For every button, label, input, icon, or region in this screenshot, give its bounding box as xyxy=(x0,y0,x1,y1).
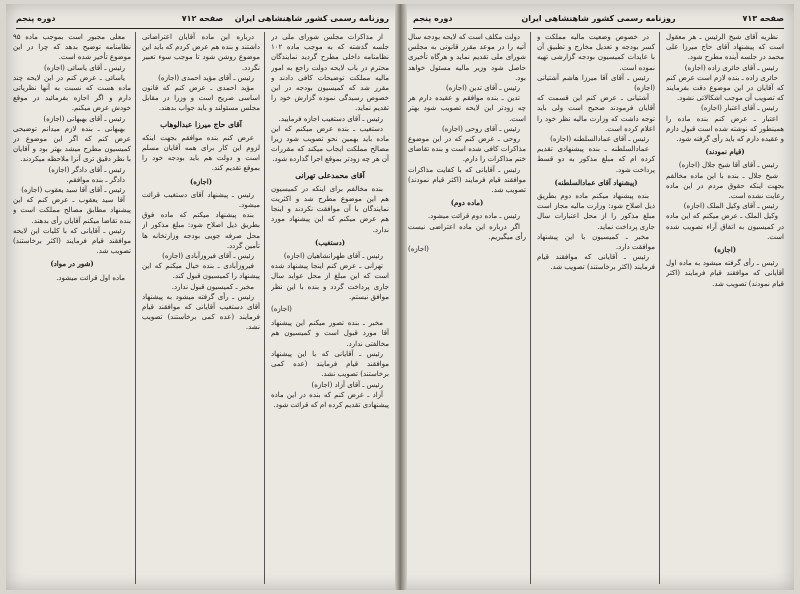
subheading: (اجازه) xyxy=(189,176,213,186)
paragraph: از مذاکرات مجلس شورای ملی در جلسه گذشته که به موجب ماده ۱۰۲ نظامنامه داخلی مطرح گردید نمایندگان محترم در باب لایحه دولت راجع به امور مالیه مملکت توضیحات کافی دادند و مقرر شد که کمیسیون بودجه در این خصوص رسیدگی نموده گزارش خود را تقدیم نماید. xyxy=(271,33,389,113)
subheading: (قیام نمودند) xyxy=(705,147,745,157)
right-column-2 xyxy=(537,32,655,584)
right-column-1 xyxy=(666,32,784,584)
paragraph: آقا سید یعقوب ـ عرض کنم که این پیشنهاد مطابق مصالح مملکت است و بنده تقاضا میکنم آقایان رأی بدهند. xyxy=(13,196,131,225)
paragraph: رئیس ـ آقای یاسائی (اجازه) xyxy=(44,63,125,72)
paragraph: دولت مکلف است که لایحه بودجه سال آتیه را در موعد مقرر قانونی به مجلس شورای ملی تقدیم نماید و هرگاه تأخیری حاصل شود وزیر مالیه مسئول خواهد بود. xyxy=(408,33,526,82)
right-header-page-number: صفحه ۷۱۳ xyxy=(742,14,784,23)
paragraph: رئیس ـ آقایانی که با کلیات این لایحه موافقند قیام فرمایند (اکثر برخاستند) تصویب شد. xyxy=(13,226,131,256)
right-column-3 xyxy=(408,32,526,584)
paragraph: رئیس ـ آقای وکیل الملک (اجازه) xyxy=(683,202,778,211)
left-page xyxy=(6,4,399,590)
paragraph: مخبر ـ کمیسیون با این پیشنهاد موافقت دارد. xyxy=(537,232,655,252)
speaker-heading: آقای محمدعلی تهرانی xyxy=(295,170,365,180)
paragraph: رئیس ـ آقای دستغیب اجازه فرمایید. xyxy=(278,114,383,123)
paragraph: رئیس ـ آقای آزاد (اجازه) xyxy=(311,380,383,389)
paragraph: آزاد ـ عرض کنم که بنده در این ماده پیشنهادی تقدیم کرده ام که قرائت شود. xyxy=(271,390,389,409)
paragraph: حائری زاده ـ بنده لازم است عرض کنم که آقایان در این موضوع دقت بفرمایند که تصویب آن موجب اشکالاتی نشود. xyxy=(666,73,784,103)
paragraph: تدین ـ بنده موافقم و عقیده دارم هر چه زودتر این لایحه تصویب شود بهتر است. xyxy=(408,94,526,123)
paragraph: رئیس ـ آقای اعتبار (اجازه) xyxy=(701,104,778,113)
paragraph: بهبهانی ـ بنده لازم میدانم توضیحی عرض کنم که اگر این موضوع در کمیسیون مطرح میشد بهتر بود و آقایان با نظر دقیق تری آنرا ملاحظه میکردند. xyxy=(13,124,131,164)
paragraph: رئیس ـ آقای دادگر (اجازه) xyxy=(48,165,125,174)
right-header-period: دوره پنجم xyxy=(413,14,453,23)
paragraph: مخبر ـ کمیسیون قبول ندارد. xyxy=(171,282,254,291)
paragraph: درباره این ماده آقایان اعتراضاتی داشتند و بنده هم عرض کردم که باید این موضوع روشن شود تا موجب سوء تعبیر نگردد. xyxy=(142,33,260,72)
paragraph: رئیس ـ آقای مؤید احمدی (اجازه) xyxy=(158,73,254,82)
paragraph: رئیس ـ آقای آقا میرزا هاشم آشتیانی (اجازه) xyxy=(537,73,655,93)
speaker-heading: آقای حاج میرزا عبدالوهاب xyxy=(160,119,242,129)
paragraph: رئیس ـ پیشنهاد آقای دستغیب قرائت میشود. xyxy=(142,190,260,210)
column-rule xyxy=(659,32,660,584)
newspaper-spread xyxy=(6,4,794,590)
paragraph: رئیس ـ آقایانی که موافقند قیام فرمایند (اکثر برخاستند) تصویب شد. xyxy=(537,253,655,272)
paragraph: رئیس ـ آقایانی که با این پیشنهاد موافقند قیام فرمایند (عده کمی برخاستند) تصویب نشد. xyxy=(271,349,389,379)
paragraph: عرض کنم بنده موافقم بجهت اینکه لزوم این کار برای همه آقایان مسلم است و دولت هم باید بودجه خود را بموقع تقدیم کند. xyxy=(142,133,260,173)
paragraph: عمادالسلطنه ـ بنده پیشنهادی تقدیم کرده ام که مبلغ مذکور به دو قسط پرداخت شود. xyxy=(537,145,655,174)
paragraph: معلی مجبور است بموجب ماده ۹۵ نظامنامه توضیح بدهد که چرا در این موضوع تأخیر شده است. xyxy=(13,33,131,62)
left-page-columns xyxy=(13,32,389,584)
left-header-title: روزنامه رسمی کشور شاهنشاهی ایران xyxy=(234,14,389,23)
left-column-3 xyxy=(13,32,131,584)
paragraph: دستغیب ـ بنده عرض میکنم که این ماده باید بهمین نحو تصویب شود زیرا مصالح مملکت ایجاب میکند که مقررات آن هر چه زودتر بموقع اجرا گذارده شود. xyxy=(271,124,389,164)
paragraph: رئیس ـ آقای روحی (اجازه) xyxy=(441,124,520,133)
paragraph: شیخ جلال ـ بنده با این ماده مخالفم بجهت اینکه حقوق مردم در این ماده رعایت نشده است. xyxy=(666,171,784,201)
paragraph: اعتبار ـ عرض کنم بنده ماده را همینطور که نوشته شده است قبول دارم و عقیده دارم که باید رأی گرفته شود. xyxy=(666,114,784,144)
paragraph: رئیس ـ آقای آقا شیخ جلال (اجازه) xyxy=(678,161,778,170)
paragraph: رئیس ـ آقای آقا سید یعقوب (اجازه) xyxy=(21,186,125,195)
subheading: (شور در مواد) xyxy=(50,259,94,269)
paragraph: رئیس ـ آقای طهرانشاهیان (اجازه) xyxy=(283,252,383,261)
left-header-period: دوره پنجم xyxy=(16,14,56,23)
paragraph: رئیس ـ ماده دوم قرائت میشود. xyxy=(427,212,520,221)
paragraph: اگر درباره این ماده اعتراضی نیست رأی میگیریم. xyxy=(408,222,526,241)
right-page xyxy=(403,4,794,590)
column-rule xyxy=(135,32,136,584)
paragraph: رئیس ـ آقای بهبهانی (اجازه) xyxy=(43,114,125,123)
paragraph: بنده مخالفم برای اینکه در کمیسیون هم این موضوع مطرح شد و اکثریت نمایندگان با آن موافقت نکردند و اینجا هم عرض میکنم که این پیشنهاد مورد ندارد. xyxy=(271,184,389,234)
left-column-2 xyxy=(142,32,260,584)
paragraph: تهرانی ـ عرض کنم اینجا پیشنهاد شده است که این مبلغ از محل عواید سال جاری پرداخت گردد و بنده با این نظر موافق نیستم. xyxy=(271,262,389,301)
paragraph: آشتیانی ـ عرض کنم این قسمت که آقایان فرمودند صحیح است ولی باید توجه داشت که وزارت مالیه نظر خود را اعلام کرده است. xyxy=(537,94,655,133)
paragraph: مخبر ـ بنده تصور میکنم این پیشنهاد آقا مورد قبول است و کمیسیون هم مخالفتی ندارد. xyxy=(271,319,389,348)
paragraph: نظریه آقای شیخ الرئیس ـ هر معقول است که پیشنهاد آقای حاج میرزا علی محمد در جلسه آینده مطرح شود. xyxy=(666,33,784,62)
paragraph: مؤید احمدی ـ عرض کنم که قانون اساسی صریح است و وزرا در مقابل مجلس مسئولند و باید جواب بدهند. xyxy=(142,84,260,113)
paragraph: یاسائی ـ عرض کنم در این لایحه چند ماده هست که نسبت به آنها نظریاتی دارم و اگر اجازه بفرمائید در موقع خودش عرض میکنم. xyxy=(13,73,131,113)
left-column-1 xyxy=(271,32,389,584)
paragraph: بنده پیشنهاد میکنم که ماده فوق بطریق ذیل اصلاح شود: مبلغ مذکور از محل صرفه جویی بودجه وزارتخانه ها تأمین گردد. xyxy=(142,211,260,250)
subheading: (ماده دوم) xyxy=(450,198,484,208)
signature-note: (اجازه) xyxy=(271,305,292,314)
subheading: (پیشنهاد آقای عمادالسلطنه) xyxy=(554,177,638,187)
paragraph: رئیس ـ آقای فیروزآبادی (اجازه) xyxy=(162,252,254,261)
paragraph: وکیل الملک ـ عرض میکنم که این ماده در کمیسیون به اتفاق آراء تصویب شده است. xyxy=(666,212,784,241)
subheading: (اجازه) xyxy=(713,245,737,255)
paragraph: رئیس ـ آقای حائری زاده (اجازه) xyxy=(684,63,778,72)
paragraph: دادگر ـ بنده موافقم. xyxy=(66,175,125,184)
column-rule xyxy=(264,32,265,584)
paragraph: در خصوص وضعیت مالیه مملکت و کسر بودجه و تعدیل مخارج و تطبیق آن با عایدات کمیسیون بودجه گزارشی تهیه نموده است. xyxy=(537,33,655,72)
right-page-columns xyxy=(408,32,784,584)
signature-note: (اجازه) xyxy=(408,245,429,254)
paragraph: رئیس ـ رأی گرفته میشود به ماده اول آقایانی که موافقند قیام فرمایند (اکثر قیام نمودند) تصویب شد. xyxy=(666,259,784,288)
paragraph: ماده اول قرائت میشود. xyxy=(56,273,125,282)
paragraph: روحی ـ عرض کنم که در این موضوع مذاکرات کافی شده است و بنده تقاضای ختم مذاکرات را دارم. xyxy=(408,135,526,164)
paragraph: رئیس ـ آقای تدین (اجازه) xyxy=(445,84,520,93)
paragraph: رئیس ـ آقای عمادالسلطنه (اجازه) xyxy=(550,135,649,144)
left-header-page-number: صفحه ۷۱۲ xyxy=(181,14,224,23)
paragraph: رئیس ـ رأی گرفته میشود به پیشنهاد آقای دستغیب آقایانی که موافقند قیام فرمایند (عده کمی برخاستند) تصویب نشد. xyxy=(142,292,260,332)
paragraph: فیروزآبادی ـ بنده خیال میکنم که این پیشنهاد را کمیسیون قبول کند. xyxy=(142,262,260,281)
column-rule xyxy=(530,32,531,584)
subheading: (دستغیب) xyxy=(314,237,346,247)
right-header-title: روزنامه رسمی کشور شاهنشاهی ایران xyxy=(521,14,676,23)
left-page-header xyxy=(16,10,389,29)
right-page-header xyxy=(413,10,784,29)
paragraph: رئیس ـ آقایانی که با کفایت مذاکرات موافقند قیام فرمایند (اکثر قیام نمودند) تصویب شد. xyxy=(408,165,526,195)
paragraph: بنده پیشنهاد میکنم ماده دوم بطریق ذیل اصلاح شود: وزارت مالیه مجاز است مبلغ مذکور را از محل اعتبارات سال جاری پرداخت نماید. xyxy=(537,192,655,231)
